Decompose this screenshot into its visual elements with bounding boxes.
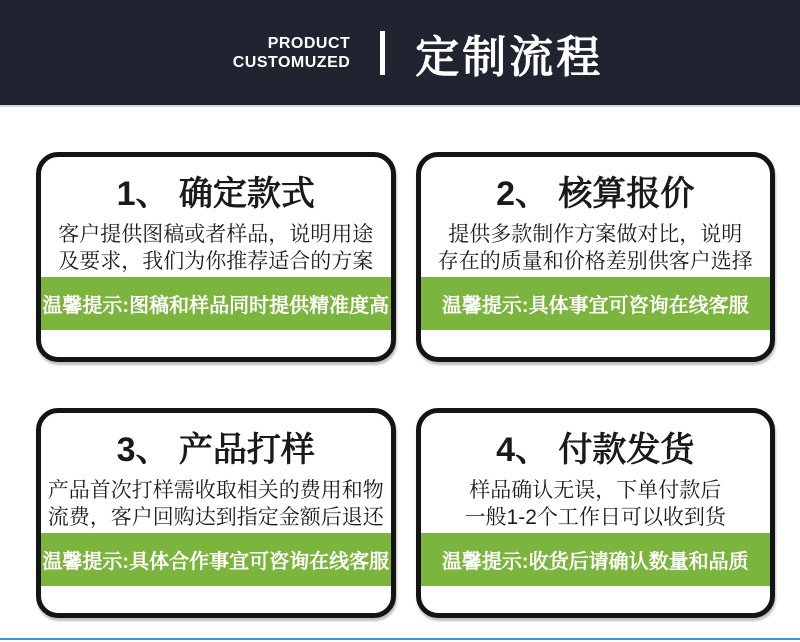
header-vertical-divider bbox=[380, 31, 385, 75]
step-1-desc-line2: 及要求，我们为你推荐适合的方案 bbox=[58, 250, 374, 273]
step-4-desc-line1: 样品确认无误，下单付款后 bbox=[469, 479, 722, 502]
step-card-3 bbox=[36, 408, 396, 618]
steps-grid bbox=[0, 107, 800, 618]
step-1-tip-banner: 温馨提示:图稿和样品同时提供精准度高 bbox=[41, 277, 391, 330]
header-subtitle-en bbox=[233, 34, 351, 72]
step-3-tip-banner: 温馨提示:具体合作事宜可咨询在线客服 bbox=[41, 533, 391, 586]
step-4-title: 4、 付款发货 bbox=[496, 431, 695, 469]
page-title: 定制流程 bbox=[415, 32, 604, 82]
step-2-desc-line1: 提供多款制作方案做对比，说明 bbox=[448, 223, 743, 246]
step-2-title: 2、 核算报价 bbox=[496, 175, 695, 213]
bottom-divider bbox=[0, 638, 800, 640]
step-card-4 bbox=[416, 408, 776, 618]
step-1-desc-line1: 客户提供图稿或者样品，说明用途 bbox=[58, 223, 374, 246]
step-3-desc-line2: 流费，客户回购达到指定金额后退还 bbox=[47, 506, 384, 529]
step-3-description bbox=[41, 477, 391, 531]
step-4-desc-line2: 一般1-2个工作日可以收到货 bbox=[464, 506, 726, 529]
step-4-description bbox=[421, 477, 771, 531]
section-header bbox=[0, 0, 800, 107]
step-4-tip-banner: 温馨提示:收货后请确认数量和品质 bbox=[421, 533, 771, 586]
step-3-title: 3、 产品打样 bbox=[116, 431, 315, 469]
step-1-title: 1、 确定款式 bbox=[116, 175, 315, 213]
header-inner bbox=[233, 21, 604, 85]
step-2-description bbox=[421, 221, 771, 275]
header-subtitle-line1: PRODUCT bbox=[267, 34, 351, 52]
step-1-description bbox=[41, 221, 391, 275]
header-subtitle-line2: CUSTOMUZED bbox=[232, 53, 351, 71]
step-3-desc-line1: 产品首次打样需收取相关的费用和物 bbox=[47, 479, 384, 502]
step-2-tip-banner: 温馨提示:具体事宜可咨询在线客服 bbox=[421, 277, 771, 330]
step-card-2 bbox=[416, 152, 776, 362]
step-card-1 bbox=[36, 152, 396, 362]
step-2-desc-line2: 存在的质量和价格差别供客户选择 bbox=[437, 250, 753, 273]
